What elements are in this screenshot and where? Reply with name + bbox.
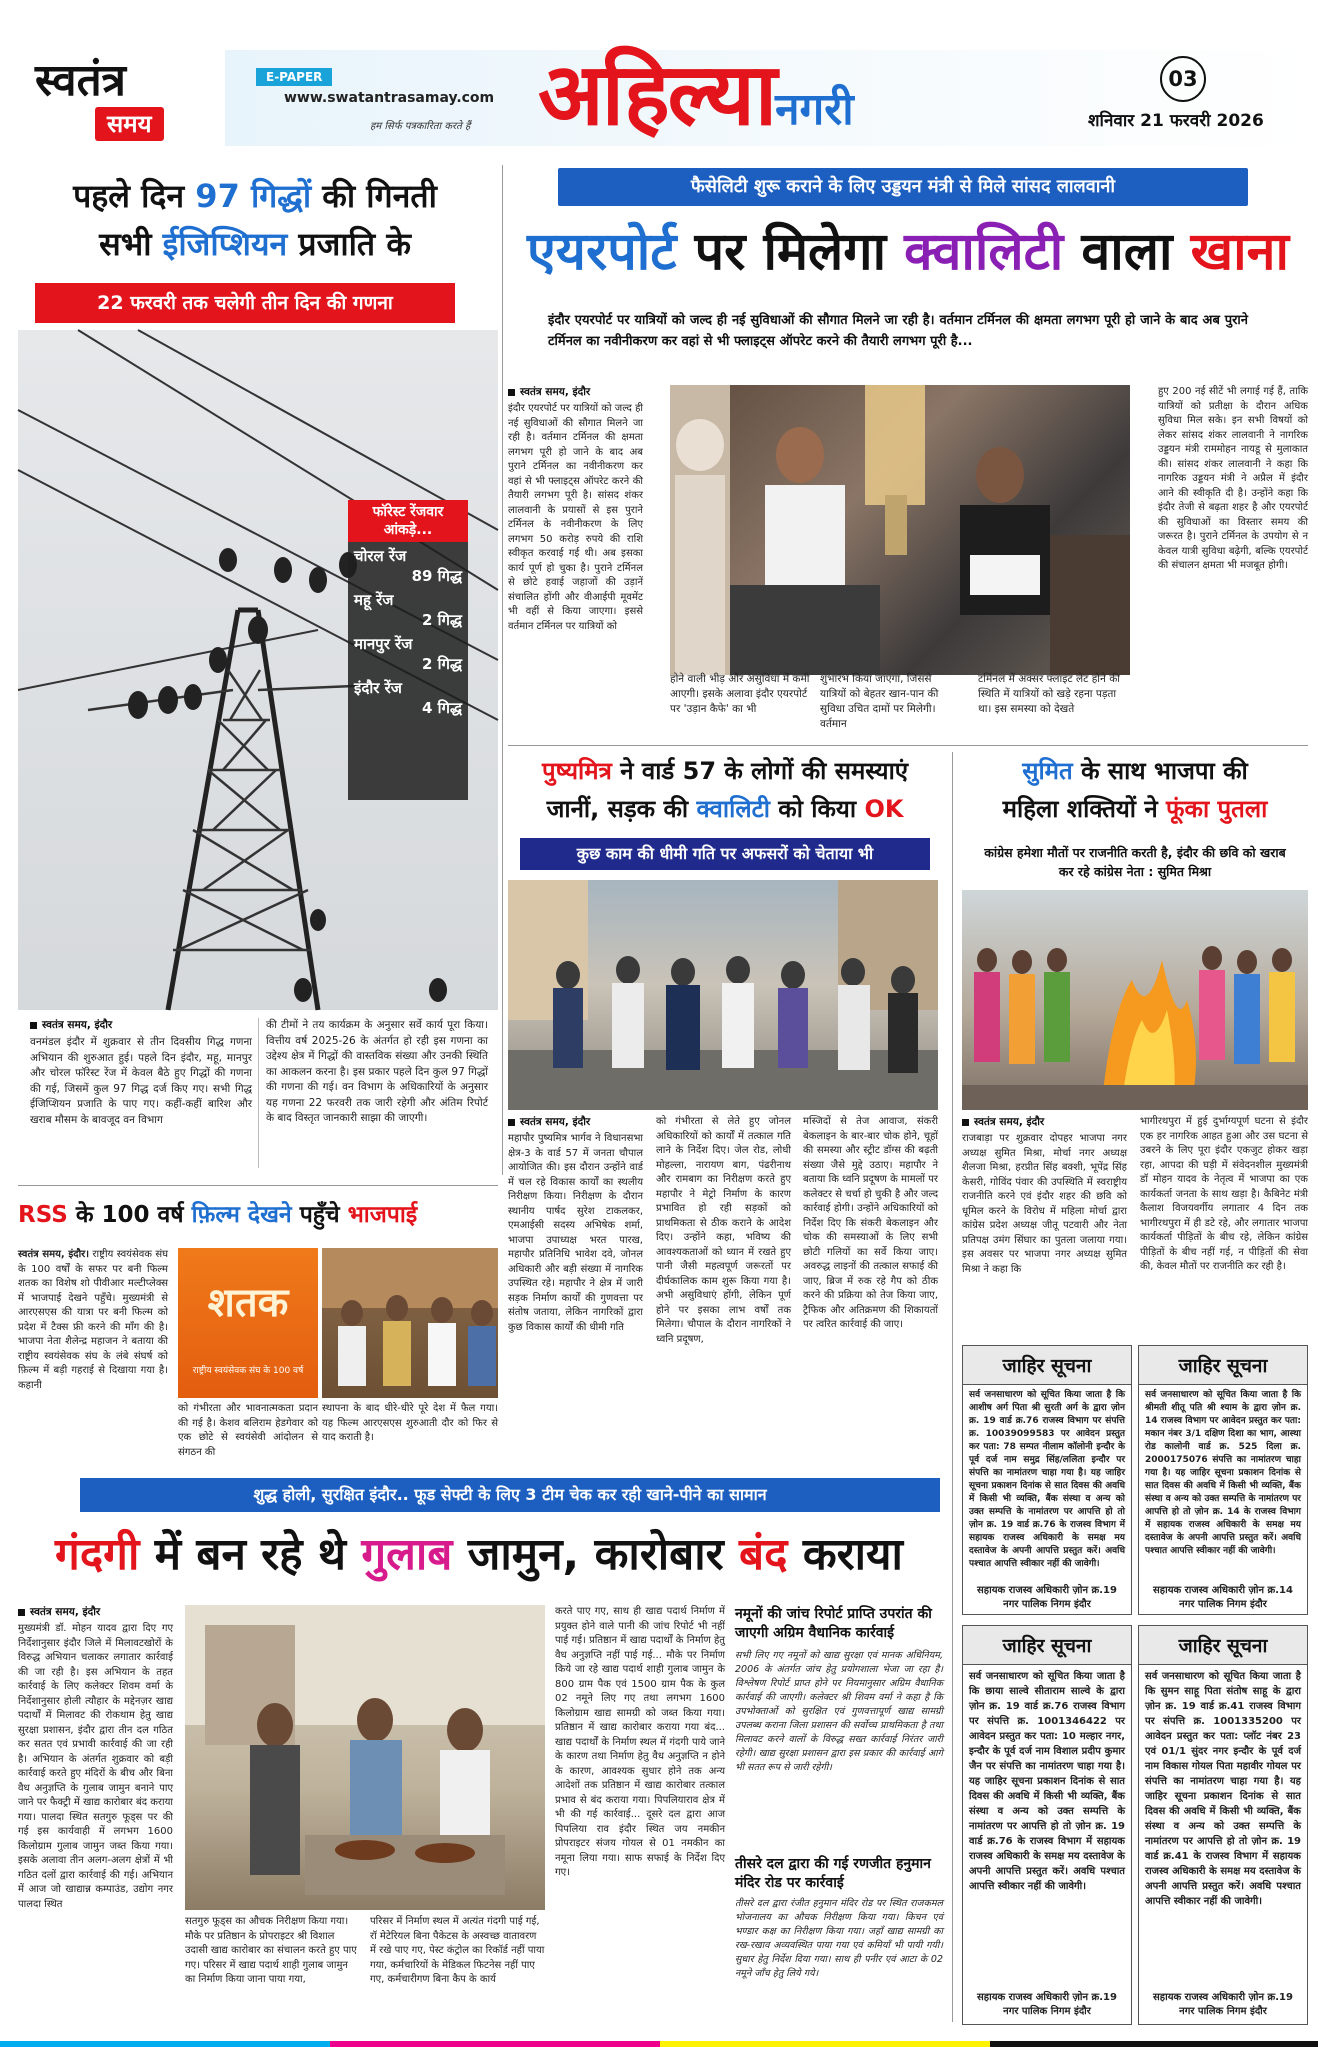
airport-caption-1: होने वाली भीड़ और असुविधा में कमी आएगी। इसके अलावा इंदौर एयरपोर्ट पर 'उड़ान कैफे' का भी [670,673,810,715]
vulture-headline-line1 [20,172,490,220]
vulture-text-2: की टीमों ने तय कार्यक्रम के अनुसार सर्वे कार्य पूरा किया। वित्तीय वर्ष 2025-26 के अंतर्गत हो रही इस गणना का उद्देश्य क्षेत्र में गिद्धों की वास्तविक संख्या और उनकी स्थिति का आकलन करना है। इस प्रकार पहले दिन कुल 97 गिद्धों की गणना की गई। वन विभाग के अधिकारियों के अनुसार यह गणना 22 फरवरी तक जारी रहेगी और अंतिम रिपोर्ट के बाद विस्तृत जानकारी साझा की जाएगी। [266,1019,488,1124]
food-side-body: सभी लिए गए नमूनों को खाद्य सुरक्षा एवं मानक अधिनियम, 2006 के अंतर्गत जांच हेतु प्रयोगशाला भेजा जा रहा है। विश्लेषण रिपोर्ट प्राप्त होने पर नियमानुसार अग्रिम वैधानिक कार्रवाई की जाएगी। कलेक्टर श्री शिवम वर्मा ने कहा है कि उपभोक्ताओं को सुरक्षित एवं गुणवत्तापूर्ण खाद्य सामग्री उपलब्ध कराना जिला प्रशासन की सर्वोच्च प्राथमिकता है तथा मिलावट करने वालों के विरुद्ध सख्त कार्रवाई निरंतर जारी रहेगी। खाद्य सुरक्षा प्रशासन द्वारा इस प्रकार की कार्रवाई आगे भी सतत रूप से जारी रहेगी। [735,1650,943,1773]
rss-audience-illustration [322,1248,498,1398]
food-side-heading: नमूनों की जांच रिपोर्ट प्राप्ति उपरांत की जाएगी अग्रिम वैधानिक कार्रवाई [735,1606,932,1641]
rss-headline [18,1195,498,1235]
forest-range-title: फॉरेस्ट रेंजवार आंकड़े... [348,500,468,542]
notice-footer: सहायक राजस्व अधिकारी ज़ोन क्र.19 नगर पालिक निगम इंदौर [1153,1992,1293,2017]
city-title-part2: नगरी [775,84,854,135]
masthead [0,0,1318,150]
brand-line1: स्वतंत्र [35,55,126,106]
notice-title: जाहिर सूचना [963,1346,1131,1385]
range-count: 2 गिद्ध [422,611,462,629]
airport-hl-c: क्वालिटी [904,222,1064,282]
food-inspection-illustration [185,1605,545,1910]
page-number: 03 [1160,56,1206,102]
airport-hl-d: वाला [1081,222,1173,282]
food-col-1 [18,1605,173,2025]
byline-text: स्वतंत्र समय, इंदौर [974,1116,1045,1128]
ward-hl-f: OK [864,795,904,823]
ward-article [508,1115,938,1345]
vulture-hl-a: पहले दिन [73,177,185,215]
vulture-hl-d: सभी [99,225,152,263]
forest-range-box [348,500,468,800]
city-title [538,45,854,145]
rss-hl-e: भाजपाई [347,1202,418,1228]
ward-text-1: महापौर पुष्यमित्र भार्गव ने विधानसभा क्षेत्र-3 के वार्ड 57 में जनता चौपाल आयोजित की। इस दौरान उन्होंने वार्ड में चल रहे विकास कार्यों का स्थलीय निरीक्षण किया। निरीक्षण के दौरान स्थानीय पार्षद सुरेश टाकलकर, एमआईसी सदस्य अभिषेक शर्मा, भाजपा उपाध्यक्ष भरत पारख, महापौर प्रतिनिधि भावेश दवे, जोनल अधिकारी और बड़ी संख्या में नागरिक उपस्थित रहे। महापौर ने क्षेत्र में जारी सड़क निर्माण कार्यों की गुणवत्ता पर संतोष जताया, लेकिन नागरिकों द्वारा कुछ विकास कार्यों की धीमी गति [508,1133,643,1333]
effigy-headline-line1 [960,752,1310,790]
notice-card [1138,1625,1308,2025]
registration-bar-black [990,2041,1318,2047]
vulture-text-1: वनमंडल इंदौर में शुक्रवार से तीन दिवसीय गिद्ध गणना अभियान की शुरुआत हुई। पहले दिन इंदौर, महू, मानपुर और चोरल फॉरेस्ट रेंज में केवल बैठे हुए गिद्धों की गणना की गई, जिसमें कुल 97 गिद्ध दर्ज किए गए। सभी गिद्ध ईजिप्शियन प्रजाति के पाए गए। कहीं-कहीं बारिश और खराब मौसम के बावजूद वन विभाग [30,1036,252,1126]
food-headline [14,1515,944,1595]
airport-caption-3: टर्मिनल में अक्सर फ्लाइट लेट होने की स्थिति में यात्रियों को खड़े रहना पड़ता था। इस समस्या को देखते [978,673,1120,715]
rss-hl-d: पहुँचे [299,1202,340,1228]
effigy-photo [962,890,1308,1110]
range-count: 2 गिद्ध [422,655,462,673]
notice-card [962,1625,1132,2025]
airport-hl-b: पर मिलेगा [694,222,887,282]
ward-headline-line1 [510,752,940,790]
ward-col-1 [508,1115,643,1333]
registration-bar-magenta [330,2041,660,2047]
vulture-subhead: 22 फरवरी तक चलेगी तीन दिन की गणना [35,283,455,323]
byline [508,1115,643,1129]
poster-subtitle: राष्ट्रीय स्वयंसेवक संघ के 100 वर्ष [192,1366,304,1376]
vulture-col-1 [30,1018,252,1165]
registration-bar-yellow [660,2041,990,2047]
notice-body: सर्व जनसाधारण को सूचित किया जाता है कि श्रीमती शीतू पति श्री श्याम के द्वारा ज़ोन क्र. 14 राजस्व विभाग पर आवेदन प्रस्तुत कर पता: मकान नंबर 3/1 दक्षिण दिशा का भाग, आस्था रोड कालोनी वार्ड क्र. 525 दिला क्र. 2000175076 संपत्ति का नामांतरण चाहा गया है। यह जाहिर सूचना प्रकाशन दिनांक से सात दिवस की अवधि में किसी भी व्यक्ति, बैंक संस्था व अन्य को उक्त सम्पत्ति के नामांतरण पर आपत्ति हो तो ज़ोन क्र. 14 के राजस्व विभाग में सहायक राजस्व अधिकारी के समक्ष मय दस्तावेज के अपनी आपत्ति प्रस्तुत करें। अवधि पश्चात आपत्ति स्वीकार नहीं की जावेगी। [1145,1390,1301,1556]
rss-hl-c: फ़िल्म देखने [191,1202,292,1228]
food-side-body-2: तीसरे दल द्वारा रंजीत हनुमान मंदिर रोड पर स्थित राजकमल भोजनालय का औचक निरीक्षण किया गया। किचन एवं भण्डार कक्ष का निरीक्षण किया गया। जहाँ खाद्य सामग्री का रख-रखाव अव्यवस्थित पाया गया एवं कमियाँ भी पायी गयी। सुधार हेतु निर्देश दिया गया। साथ ही पनीर एवं आटा के 02 नमूने जाँच हेतु लिये गये। [735,1898,943,1979]
range-name: महू रेंज [354,591,394,609]
range-row [348,542,468,718]
airport-photo [670,385,1130,675]
rss-text-3: स्थापना के बाद धीरे-धीरे पूरे देश में फैल गया। यह फिल्म आरएसएस शुरुआती दौर को फिर से याद कराती है। [322,1403,498,1443]
effigy-illustration [962,890,1308,1110]
rss-hl-b: के 100 वर्ष [75,1202,184,1228]
food-hl-f: कराया [802,1529,903,1580]
byline [508,385,643,399]
column-rule [952,752,953,2022]
notice-body: सर्व जनसाधारण को सूचित किया जाता है कि आशीष अर्ग पिता श्री सुरती अर्ग के द्वारा ज़ोन क्र. 19 वार्ड क्र.76 राजस्व विभाग पर संपत्ति क्र. 10039099583 पर आवेदन प्रस्तुत कर पता: 78 सम्पत नीलाम कॉलोनी इन्दौर के पूर्व दर्ज नाम समुद्र सिंह/ललिता इन्दौर पर संपत्ति का नामांतरण चाहा गया है। यह जाहिर सूचना प्रकाशन दिनांक से सात दिवस की अवधि में किसी भी व्यक्ति, बैंक संस्था व अन्य को उक्त सम्पत्ति के नामांतरण पर आपत्ति हो तो ज़ोन क्र. 19 वार्ड क्र.76 के राजस्व विभाग में सहायक राजस्व अधिकारी के समक्ष मय दस्तावेज के अपनी आपत्ति प्रस्तुत करें। अवधि पश्चात आपत्ति स्वीकार नहीं की जावेगी। [969,1390,1125,1569]
tagline: हम सिर्फ पत्रकारिता करते हैं [370,121,471,132]
notice-card [962,1345,1132,1615]
airport-hl-e: खाना [1190,222,1289,282]
epaper-label: E-PAPER [256,68,332,86]
notice-body: सर्व जनसाधारण को सूचित किया जाता है कि सुमन साहू पिता संतोष साहू के द्वारा ज़ोन क्र. 19 वार्ड क्र.41 राजस्व विभाग पर संपत्ति क्र. 1001335200 पर आवेदन प्रस्तुत कर पता: प्लॉट नंबर 23 एवं 01/1 सुंदर नगर इन्दौर के पूर्व दर्ज नाम विकास गोयल पिता महावीर गोयल पर संपत्ति का नामांतरण चाहा गया है। यह जाहिर सूचना प्रकाशन दिनांक से सात दिवस की अवधि में किसी भी व्यक्ति, बैंक संस्था व अन्य को उक्त सम्पत्ति के नामांतरण पर आपत्ति हो तो ज़ोन क्र. 19 वार्ड क्र.41 के राजस्व विभाग में सहायक राजस्व अधिकारी के समक्ष मय दस्तावेज के अपनी आपत्ति प्रस्तुत करें। अवधि पश्चात आपत्ति स्वीकार नहीं की जावेगी। [1145,1671,1301,1907]
food-text-1: मुख्यमंत्री डॉ. मोहन यादव द्वारा दिए गए निर्देशानुसार इंदौर जिले में मिलावटखोरों के विरुद्ध अभियान चलाकर लगातार कार्रवाई की जा रही है। इस अभियान के तहत कार्रवाई के लिए कलेक्टर शिवम वर्मा के निर्देशानुसार होली त्यौहार के मद्देनज़र खाद्य पदार्थों में मिलावट की रोकथाम हेतु खाद्य सुरक्षा प्रशासन, इंदौर द्वारा तीन दल गठित कर सतत एवं प्रभावी कार्रवाई की जा रही है। अभियान के अंतर्गत शुक्रवार को बड़ी कार्रवाई करते हुए मंदिरों के बीच और बिना वैध अनुज्ञप्ति के गुलाब जामुन बनाने पाए जाने पर फैक्ट्री में खाद्य कारोबार बंद कराया गया। पालदा स्थित सतगुरु फूड्स पर की गई इस कार्यवाही में लगभग 1600 किलोग्राम गुलाब जामुन जब्त किया गया। इसके अलावा तीन अलग-अलग क्षेत्रों में भी गठित दलों द्वारा कार्रवाई की गई। अभियान में आज जो खाद्यान्न कम्पाउंड, उद्योग नगर पालदा स्थित [18,1623,173,1910]
airport-caption-2: शुभारंभ किया जाएगा, जिससे यात्रियों को बेहतर खान-पान की सुविधा उचित दामों पर मिलेगी। वर्तमान [820,673,939,730]
airport-headline [508,210,1308,294]
airport-col-1 [508,385,643,700]
registration-bar-cyan [0,2041,330,2047]
food-hl-e: बंद [739,1529,788,1580]
byline [962,1115,1127,1129]
effigy-text-1: राजबाड़ा पर शुक्रवार दोपहर भाजपा नगर अध्यक्ष सुमित मिश्रा, मोर्चा नगर अध्यक्ष शैलजा मिश्रा, हरप्रीत सिंह बक्शी, भूपेंद्र सिंह केसरी, गोविंद पंवार की उपस्थिति में स्वराष्ट्रीय राजनीति करने एवं इंदौर शहर की छवि को धूमिल करने के विरोध में महिला मोर्चा द्वारा कांग्रेस प्रदेश अध्यक्ष जीतू पटवारी और नेता प्रतिपक्ष उमंग सिंघार का पुतला जलाया गया। इस अवसर पर भाजपा नगर अध्यक्ष सुमित मिश्रा ने कहा कि [962,1133,1127,1275]
airport-text-right: हुए 200 नई सीटें भी लगाई गई हैं, ताकि यात्रियों को प्रतीक्षा के दौरान अधिक सुविधा मिल सके। इन सभी विषयों को लेकर सांसद शंकर लालवानी ने नागरिक उड्डयन मंत्री राममोहन नायडू से मुलाकात की। सांसद शंकर लालवानी ने कहा कि नागरिक उड्डयन मंत्री ने अप्रैल में इंदौर आने की स्वीकृति दी है। उन्होंने कहा कि इंदौर तेजी से बढ़ता शहर है और एयरपोर्ट की सुविधाओं का विस्तार समय की जरूरत है। पुराने टर्मिनल के उपयोग से न केवल यात्री सुविधा बढ़ेगी, बल्कि एयरपोर्ट की संचालन क्षमता भी मजबूत होगी। [1158,386,1308,571]
notice-footer: सहायक राजस्व अधिकारी ज़ोन क्र.14 नगर पालिक निगम इंदौर [1153,1585,1293,1610]
ward-hl-e: को किया [778,795,857,823]
effigy-hl-d: फूंका पुतला [1166,795,1268,823]
vulture-headline-line2 [20,220,490,268]
food-side-heading-2: तीसरे दल द्वारा की गई रणजीत हनुमान मंदिर रोड पर कार्रवाई [735,1856,931,1891]
notice-title: जाहिर सूचना [1139,1626,1307,1665]
effigy-subhead: कांग्रेस हमेशा मौतों पर राजनीति करती है, इंदौर की छवि को खराब कर रहे कांग्रेस नेता : सुमित मिश्रा [984,845,1286,879]
poster-title: शतक [207,1280,289,1326]
notice-footer: सहायक राजस्व अधिकारी ज़ोन क्र.19 नगर पालिक निगम इंदौर [977,1992,1117,2017]
column-rule [258,1018,259,1168]
notice-title: जाहिर सूचना [1139,1346,1307,1385]
byline-text: स्वतंत्र समय, इंदौर। [18,1249,90,1260]
range-name: चोरल रेंज [354,547,407,565]
byline-text: स्वतंत्र समय, इंदौर [42,1019,113,1031]
vulture-hl-f: प्रजाति के [298,225,411,263]
byline-text: स्वतंत्र समय, इंदौर [520,1116,591,1128]
effigy-article [962,1115,1308,1345]
byline-text: स्वतंत्र समय, इंदौर [30,1606,101,1618]
vulture-headline [20,172,490,268]
airport-intro: इंदौर एयरपोर्ट पर यात्रियों को जल्द ही नई सुविधाओं की सौगात मिलने जा रही है। वर्तमान टर्मिनल की क्षमता लगभग पूरी हो जाने के बाद अब पुराने टर्मिनल का नवीनीकरण कर वहां से भी फ्लाइट्स ऑपरेट करने की तैयारी लगभग पूरी है... [548,313,1248,349]
issue-date: शनिवार 21 फरवरी 2026 [1088,111,1264,131]
rss-text-1: राष्ट्रीय स्वयंसेवक संघ के 100 वर्षों के सफर पर बनी फिल्म शतक का विशेष शो पीवीआर मल्टीप्लेक्स में भाजपाई देखने पहुँचे। मुख्यमंत्री से आरएसएस की यात्रा पर बनी फिल्म को प्रदेश में टैक्स फ्री करने की माँग की है। भाजपा नेता शैलेन्द्र महाजन ने बताया की राष्ट्रीय स्वयंसेवक संघ के लंबे संघर्ष को फ़िल्म में बड़ी गहराई से दिखाया गया है। कहानी [18,1249,168,1391]
ward-text-2: को गंभीरता से लेते हुए जोनल अधिकारियों को कार्यों में तत्काल गति लाने के निर्देश दिए। जेल रोड, लोधी मोहल्ला, नारायण बाग, पंढरीनाथ और रामबाग का निरीक्षण करते हुए महापौर ने मेट्रो निर्माण के कारण प्रभावित हो रही सड़कों को प्राथमिकता से ठीक कराने के आदेश दिए। उन्होंने कहा, भविष्य की आवश्यकताओं को ध्यान में रखते हुए पानी जैसी महत्वपूर्ण जरूरतों पर दीर्घकालिक काम शुरू किया गया है। अभी असुविधाएं होंगी, लेकिन पूर्ण होने पर इसका लाभ वर्षों तक मिलेगा। चौपाल के दौरान नागरिकों ने ध्वनि प्रदूषण, [656,1116,791,1345]
rss-poster [178,1248,318,1398]
range-count: 4 गिद्ध [422,699,462,717]
range-name: इंदौर रेंज [354,679,402,697]
range-count: 89 गिद्ध [411,567,462,585]
notice-card [1138,1345,1308,1615]
vulture-hl-b: गिद्धों [250,177,312,215]
effigy-headline-line2 [960,790,1310,828]
ward-hl-b: ने वार्ड 57 के लोगों की समस्याएं [620,757,909,785]
effigy-text-2: भागीरथपुरा में हुई दुर्भाग्यपूर्ण घटना से इंदौर एक हर नागरिक आहत हुआ और उस घटना से उबरने के लिए पूरा इंदौर एकजुट होकर खड़ा रहा, आपदा की घड़ी में संवेदनशील मुख्यमंत्री डॉ मोहन यादव के नेतृत्व में भाजपा का एक कार्यकर्ता जनता के साथ खड़ा है। कैबिनेट मंत्री कैलाश विजयवर्गीय लगातार 4 दिन तक भागीरथपुरा में ही डटे रहे, और लगातार भाजपा कार्यकर्ता पीड़ितों के बीच रहे, लेकिन कांग्रेस पीड़ितों के बीच नहीं गई, न पीड़ितों की सेवा की, केवल मौतों पर राजनीति कर रही है। [1140,1116,1308,1272]
food-text-3: करते पाए गए, साथ ही खाद्य पदार्थ निर्माण में प्रयुक्त होने वाले पानी की जांच रिपोर्ट भी नहीं पाई गई। प्रतिष्ठान में खाद्य पदार्थों के निर्माण हेतु वैध अनुज्ञप्ति नहीं पाई गई... मौके पर निर्माण किये जा रहे खाद्य पदार्थ शाही गुलाब जामुन के 800 ग्राम पैक एवं 1500 ग्राम पैक के कुल 02 नमूने लिए गए तथा लगभग 1600 किलोग्राम खाद्य सामग्री को जब्त किया गया। प्रतिष्ठान में खाद्य कारोबार कराया गया बंद... खाद्य पदार्थों के निर्माण स्थल में गंदगी पाये जाने के कारण तथा निर्माण हेतु वैध अनुज्ञप्ति न होने के कारण, आवश्यक सुधार होने तक अन्य आदेशों तक प्रतिष्ठान में खाद्य कारोबार तत्काल प्रभाव से बंद कराया गया। पिपलियाराव क्षेत्र में भी की गई कार्रवाई... दूसरे दल द्वारा आज पिपलिया राव इंदौर स्थित जय नमकीन प्रोपराइटर संजय गोयल से 01 नमकीन का नमूना लिया गया। साफ सफाई के निर्देश दिए गए। [555,1606,725,1878]
food-sidebar [735,1605,943,2025]
airport-hl-a: एयरपोर्ट [527,222,677,282]
food-caption-1: सतगुरु फूड्स का औचक निरीक्षण किया गया। मौके पर प्रतिष्ठान के प्रोपराइटर श्री विशाल उदासी खाद्य कारोबार का संचालन करते हुए पाए गए। परिसर में खाद्य पदार्थ शाही गुलाब जामुन का निर्माण किया जाना पाया गया, [185,1916,357,1985]
airport-kicker: फैसेलिटी शुरू कराने के लिए उड्डयन मंत्री से मिले सांसद लालवानी [558,168,1248,206]
effigy-col-1 [962,1115,1127,1317]
food-photo [185,1605,545,1910]
ward-hl-d: क्वालिटी [696,795,770,823]
ward-photo [508,880,938,1110]
section-rule [508,745,1308,746]
vulture-hl-num: 97 [195,177,240,215]
food-hl-d: जामुन, कारोबार [467,1529,724,1580]
effigy-headline [960,752,1310,828]
food-hl-a: गंदगी [55,1529,140,1580]
vulture-article [30,1018,490,1173]
ward-headline-line2 [510,790,940,828]
food-strip: शुद्ध होली, सुरक्षित इंदौर.. फूड सेफ्टी के लिए 3 टीम चेक कर रही खाने-पीने का सामान [80,1478,940,1512]
notice-footer: सहायक राजस्व अधिकारी ज़ोन क्र.19 नगर पालिक निगम इंदौर [977,1585,1117,1610]
rss-hl-a: RSS [18,1202,68,1228]
brand-line2: समय [95,107,164,141]
food-hl-b: में बन रहे थे [154,1529,346,1580]
vulture-photo [18,330,498,1010]
notice-body: सर्व जनसाधारण को सूचित किया जाता है कि छाया साल्वे सीताराम साल्वे के द्वारा ज़ोन क्र. 19 वार्ड क्र.76 राजस्व विभाग पर संपत्ति क्र. 1001346422 पर आवेदन प्रस्तुत कर पता: 10 मल्हार नगर, इन्दौर के पूर्व दर्ज नाम विशाल प्रदीप कुमार जैन पर संपत्ति का नामांतरण चाहा गया है। यह जाहिर सूचना प्रकाशन दिनांक से सात दिवस की अवधि में किसी भी व्यक्ति, बैंक संस्था व अन्य को उक्त सम्पत्ति के नामांतरण पर आपत्ति हो तो ज़ोन क्र. 19 वार्ड क्र.76 के राजस्व विभाग में सहायक राजस्व अधिकारी के समक्ष मय दस्तावेज के अपनी आपत्ति प्रस्तुत करें। अवधि पश्चात आपत्ति स्वीकार नहीं की जावेगी। [969,1671,1125,1892]
meeting-illustration [670,385,1130,675]
notice-title: जाहिर सूचना [963,1626,1131,1665]
ward-strip: कुछ काम की धीमी गति पर अफसरों को चेताया भी [520,838,930,870]
ward-text-3: मस्जिदों से तेज आवाज, संकरी बेकलाइन के बार-बार चोक होने, चूहों की समस्या और स्ट्रीट डॉग्स की बढ़ती संख्या जैसे मुद्दे उठाए। महापौर ने बताया कि ध्वनि प्रदूषण के मामलों पर कलेक्टर से चर्चा हो चुकी है और जल्द कार्रवाई होगी। उन्होंने अधिकारियों को निर्देश दिए कि संकरी बेकलाइन और चोक की समस्याओं के लिए सभी छोटी गलियों का सर्वे किया जाए। अवरुद्ध लाइनों की तत्काल सफाई की जाए, ब्रिज में रुक रहे गैप को ठीक करने की प्रक्रिया को तेज किया जाए, ट्रैफिक और अतिक्रमण की शिकायतों पर त्वरित कार्रवाई की जाए। [803,1116,938,1330]
ward-hl-a: पुष्यमित्र [541,757,612,785]
rss-text-2: को गंभीरता और भावनात्मकता प्रदान की गई है। केशव बलिराम हेडगेवार को एक छोटे से स्वयंसेवी आंदोलन से संगठन की [178,1403,318,1458]
ward-headline [510,752,940,828]
brand-logo [35,55,210,145]
ward-hl-c: जानीं, सड़क की [546,795,689,823]
range-name: मानपुर रेंज [354,635,413,653]
byline [18,1605,173,1619]
byline [30,1018,252,1032]
rss-col-1 [18,1248,168,1468]
city-title-part1: अहिल्या [538,45,776,145]
effigy-hl-c: महिला शक्तियों ने [1002,795,1158,823]
food-hl-c: गुलाब [361,1529,453,1580]
website-link[interactable]: www.swatantrasamay.com [284,90,495,106]
column-rule [502,165,503,1175]
vulture-hl-c: की गिनती [322,177,437,215]
section-rule [18,1185,498,1186]
vulture-hl-e: ईजिप्शियन [162,225,288,263]
effigy-hl-b: के साथ भाजपा की [1081,757,1248,785]
rss-photo [322,1248,498,1398]
food-caption-2: परिसर में निर्माण स्थल में अत्यंत गंदगी पाई गई, रॉ मेटेरियल बिना पैकेटस के अस्वच्छ वातावरण में रखे पाए गए, पेस्ट कंट्रोल का रिकॉर्ड नहीं पाया गया, कर्मचारियों के मेडिकल फिटनेस नहीं पाए गए, कर्मचारीगण बिना कैप के कार्य [370,1916,545,1985]
byline-text: स्वतंत्र समय, इंदौर [520,386,591,398]
effigy-hl-a: सुमित [1022,757,1073,785]
airport-text-1: इंदौर एयरपोर्ट पर यात्रियों को जल्द ही नई सुविधाओं की सौगात मिलने जा रही है। वर्तमान टर्मिनल की क्षमता लगभग पूरी हो जाने के बाद अब पुराने टर्मिनल का नवीनीकरण कर वहां से भी फ्लाइट्स ऑपरेट करने की तैयारी लगभग पूरी है। सांसद शंकर लालवानी के प्रयासों से इस पुराने टर्मिनल के नवीनीकरण के लिए लगभग 50 करोड़ रुपये की राशि स्वीकृत करवाई गई थी। अब इसका कार्य पूर्ण हो चुका है। पुराने टर्मिनल से छोटे हवाई जहाजों की उड़ानें संचालित होंगी और वीआईपी मूवमेंट भी वहीं से किया जाएगा। इससे वर्तमान टर्मिनल पर यात्रियों को [508,403,643,632]
ward-illustration [508,880,938,1110]
